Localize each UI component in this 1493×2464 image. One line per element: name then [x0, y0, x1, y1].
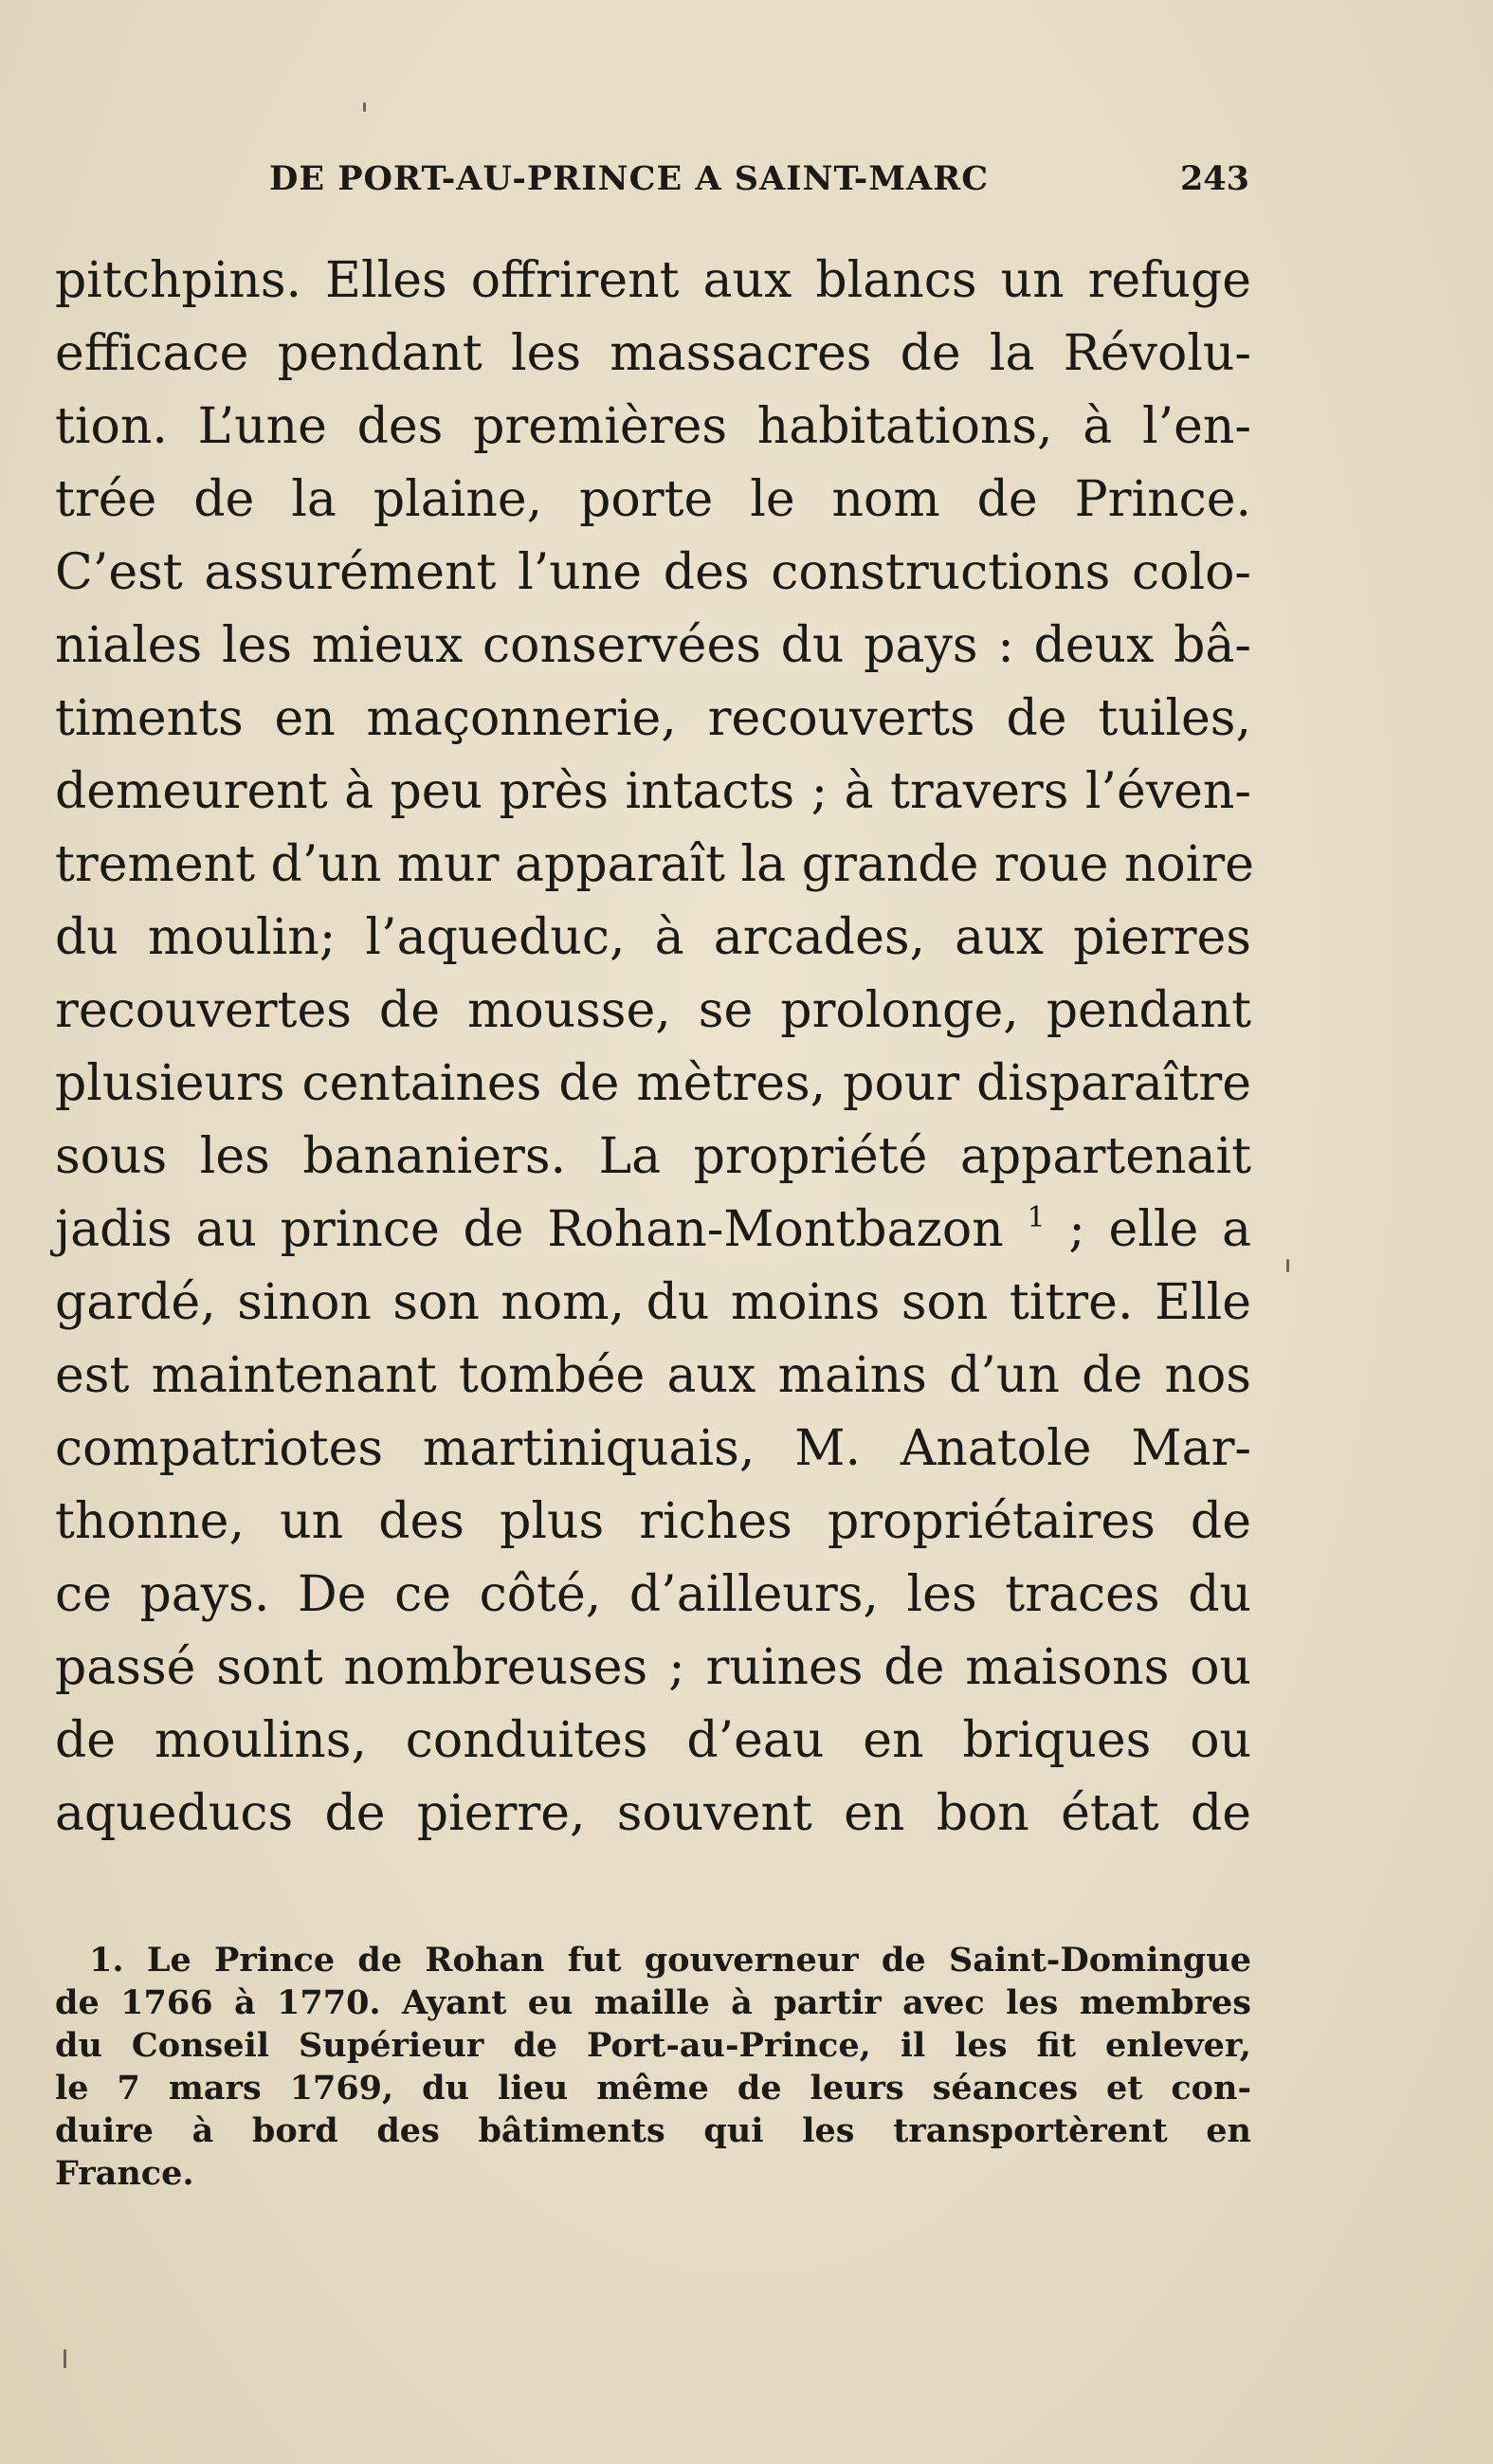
text-line: ce pays. De ce côté, d’ailleurs, les traces du: [55, 1566, 1251, 1623]
paper-speck: [64, 2349, 66, 2368]
text-line: efficace pendant les massacres de la Révolu-: [55, 325, 1251, 382]
text-line: C’est assurément l’une des constructions colo-: [55, 544, 1251, 601]
text-line: trée de la plaine, porte le nom de Prince.: [55, 471, 1251, 528]
footnote-line: de 1766 à 1770. Ayant eu maille à partir avec les membres: [55, 1983, 1251, 2022]
text-line: demeurent à peu près intacts ; à travers l’éven-: [55, 763, 1251, 820]
running-title: DE PORT-AU-PRINCE A SAINT-MARC: [269, 159, 990, 198]
footnote-line: France.: [55, 2154, 194, 2193]
text-segment: ; elle a: [1068, 1201, 1252, 1258]
text-line: de moulins, conduites d’eau en briques ou: [55, 1712, 1251, 1769]
page-header: [55, 159, 1249, 207]
footnote-line: du Conseil Supérieur de Port-au-Prince, il les fit enlever,: [55, 2026, 1251, 2065]
text-line: plusieurs centaines de mètres, pour disparaître: [55, 1055, 1251, 1112]
text-line: aqueducs de pierre, souvent en bon état de: [55, 1785, 1251, 1842]
text-line: sous les bananiers. La propriété appartenait: [55, 1128, 1251, 1185]
text-line: trement d’un mur apparaît la grande roue noire: [55, 836, 1254, 893]
text-line: pitchpins. Elles offrirent aux blancs un refuge: [55, 252, 1251, 309]
text-line: recouvertes de mousse, se prolonge, pendant: [55, 982, 1251, 1039]
text-line: tion. L’une des premières habitations, à l’en-: [55, 398, 1251, 455]
text-line: est maintenant tombée aux mains d’un de nos: [55, 1347, 1251, 1404]
text-line: du moulin; l’aqueduc, à arcades, aux pierres: [55, 909, 1251, 966]
text-line: compatriotes martiniquais, M. Anatole Mar-: [55, 1420, 1251, 1477]
page-number: 243: [1179, 159, 1249, 198]
footnote-reference[interactable]: 1: [1027, 1201, 1046, 1234]
paper-speck: [1286, 1259, 1289, 1272]
text-line: timents en maçonnerie, recouverts de tuiles,: [55, 690, 1251, 747]
footnote-line: le 7 mars 1769, du lieu même de leurs séances et con-: [55, 2069, 1251, 2108]
paper-speck: [363, 102, 366, 112]
text-segment: jadis au prince de Rohan-Montbazon: [55, 1201, 1004, 1258]
footnote-line: 1. Le Prince de Rohan fut gouverneur de Saint-Domingue: [89, 1941, 1251, 1980]
text-line: niales les mieux conservées du pays : deux bâ-: [55, 617, 1251, 674]
text-line: thonne, un des plus riches propriétaires de: [55, 1493, 1251, 1550]
text-line: passé sont nombreuses ; ruines de maisons ou: [55, 1639, 1251, 1696]
footnote: [55, 1939, 1251, 2195]
text-line: gardé, sinon son nom, du moins son titre. Elle: [55, 1274, 1251, 1331]
body-text: [55, 245, 1254, 1851]
footnote-line: duire à bord des bâtiments qui les transportèrent en: [55, 2111, 1251, 2150]
text-line-with-note: [55, 1194, 1251, 1267]
